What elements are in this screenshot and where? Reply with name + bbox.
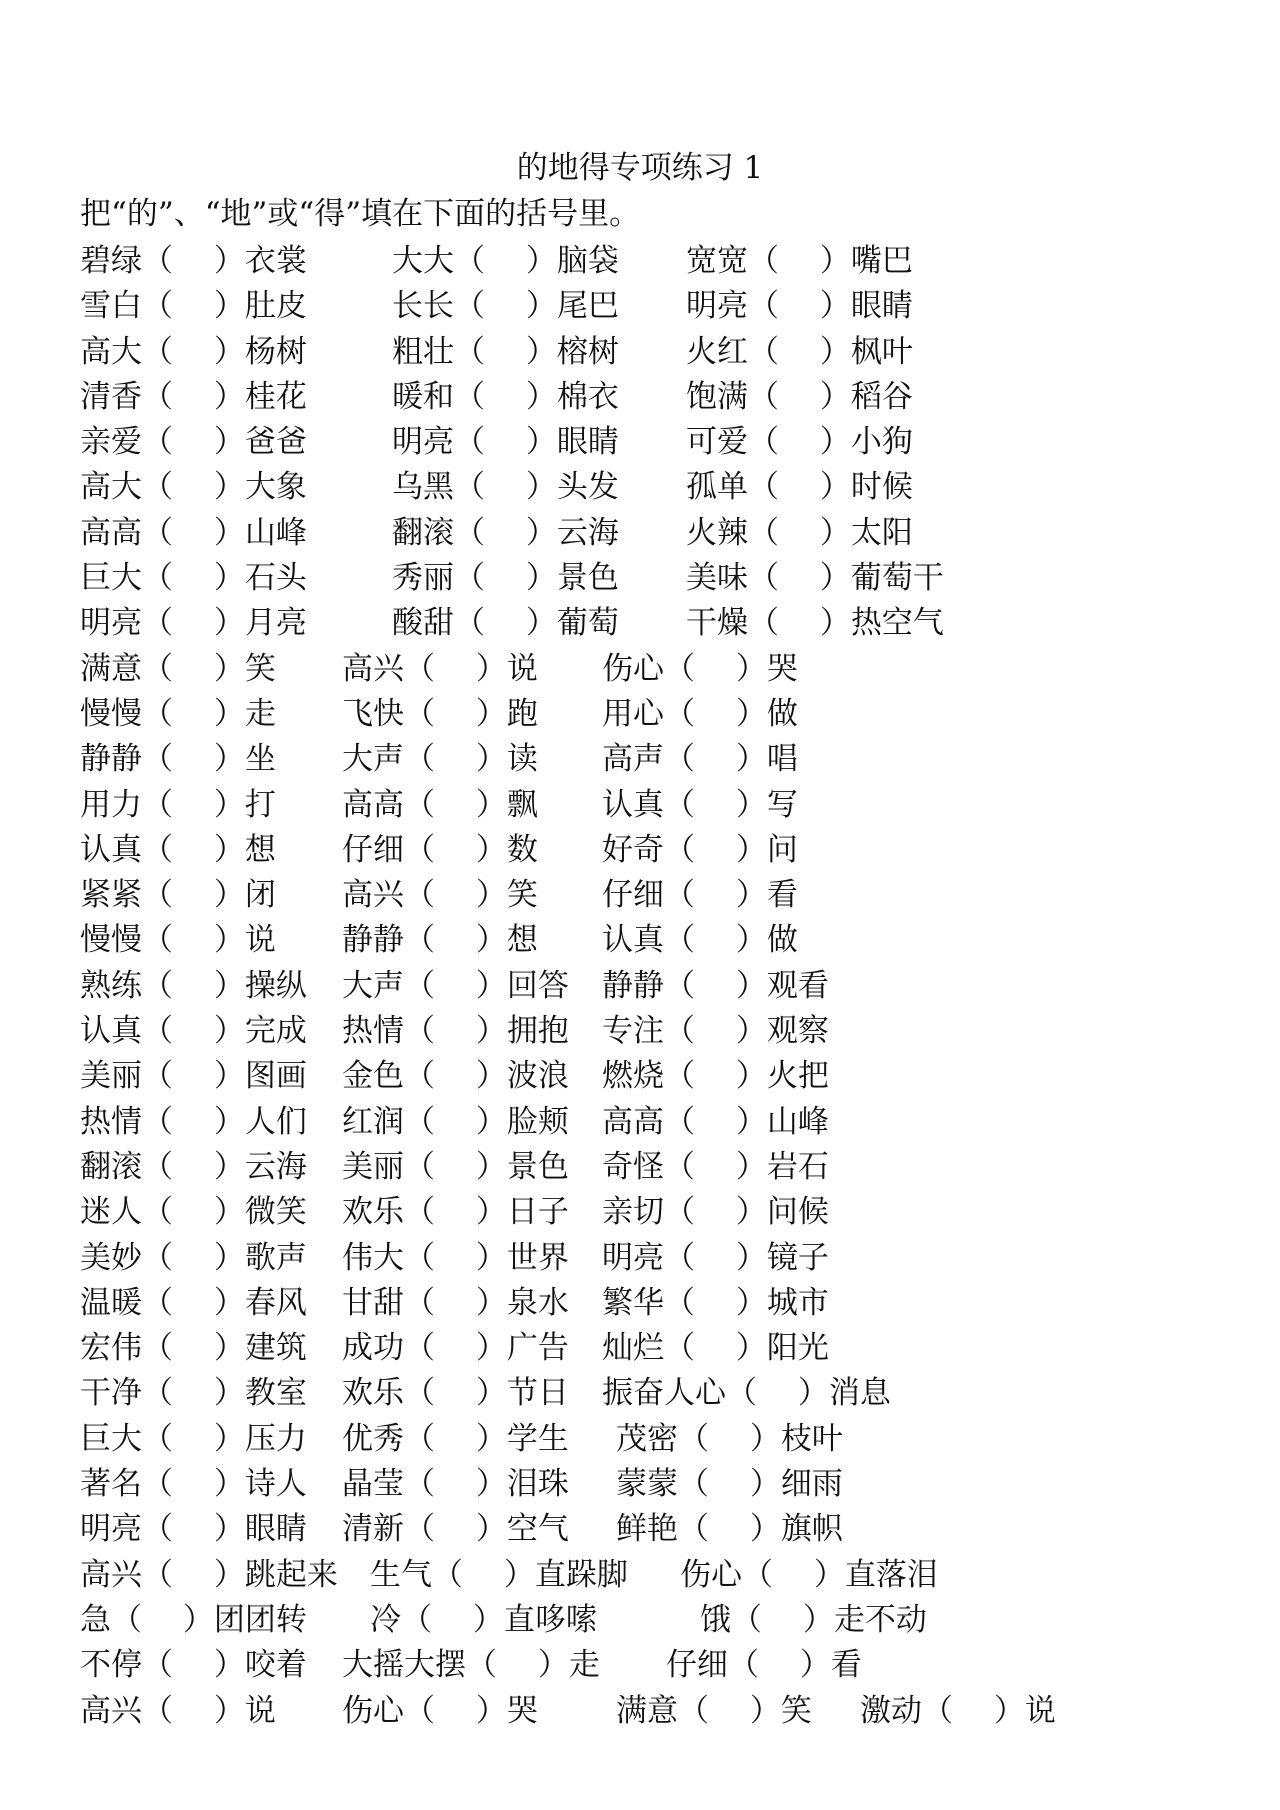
exercise-row [80, 465, 1230, 510]
exercise-item: 振奋人心（ ）消息 [602, 1375, 891, 1412]
exercise-row [80, 783, 1230, 828]
exercise-row [80, 1145, 1230, 1190]
exercise-row [80, 1507, 1230, 1552]
exercise-item: 高兴（ ）笑 [342, 877, 538, 914]
exercise-item: 酸甜（ ）葡萄 [392, 605, 619, 642]
exercise-item: 干净（ ）教室 [80, 1375, 307, 1412]
exercise-row [80, 1462, 1230, 1507]
exercise-item: 可爱（ ）小狗 [686, 424, 913, 461]
exercise-row [80, 1417, 1230, 1462]
exercise-item: 粗壮（ ）榕树 [392, 333, 619, 370]
exercise-item: 明亮（ ）眼睛 [686, 288, 913, 325]
exercise-row [80, 737, 1230, 782]
exercise-item: 明亮（ ）镜子 [602, 1239, 829, 1276]
exercise-item: 伤心（ ）哭 [342, 1692, 538, 1729]
exercise-item: 仔细（ ）数 [342, 831, 538, 868]
exercise-item: 认真（ ）完成 [80, 1013, 307, 1050]
exercise-item: 巨大（ ）石头 [80, 560, 307, 597]
exercise-row [80, 828, 1230, 873]
exercise-item: 雪白（ ）肚皮 [80, 288, 307, 325]
exercise-item: 高高（ ）飘 [342, 786, 538, 823]
exercise-row [80, 1281, 1230, 1326]
instruction-text: 把“的”、“地”或“得”填在下面的括号里。 [80, 196, 641, 232]
exercise-item: 伟大（ ）世界 [342, 1239, 569, 1276]
exercise-item: 专注（ ）观察 [602, 1013, 829, 1050]
exercise-item: 明亮（ ）月亮 [80, 605, 307, 642]
exercise-row [80, 375, 1230, 420]
exercise-item: 著名（ ）诗人 [80, 1466, 307, 1503]
exercise-item: 长长（ ）尾巴 [392, 288, 619, 325]
exercise-item: 亲爱（ ）爸爸 [80, 424, 307, 461]
exercise-item: 灿烂（ ）阳光 [602, 1330, 829, 1367]
exercise-item: 温暖（ ）春风 [80, 1284, 307, 1321]
exercise-item: 秀丽（ ）景色 [392, 560, 619, 597]
exercise-item: 急（ ）团团转 [80, 1601, 307, 1638]
exercise-item: 认真（ ）想 [80, 831, 276, 868]
exercise-item: 饱满（ ）稻谷 [686, 378, 913, 415]
exercise-item: 乌黑（ ）头发 [392, 469, 619, 506]
exercise-item: 用力（ ）打 [80, 786, 276, 823]
exercise-row [80, 1326, 1230, 1371]
exercise-row [80, 420, 1230, 465]
exercise-item: 静静（ ）坐 [80, 741, 276, 778]
exercise-item: 高兴（ ）说 [342, 650, 538, 687]
exercise-item: 大声（ ）回答 [342, 967, 569, 1004]
exercise-item: 鲜艳（ ）旗帜 [616, 1511, 843, 1548]
exercise-item: 大声（ ）读 [342, 741, 538, 778]
exercise-item: 干燥（ ）热空气 [686, 605, 944, 642]
exercise-item: 宽宽（ ）嘴巴 [686, 243, 913, 279]
exercise-item: 满意（ ）笑 [80, 650, 276, 687]
exercise-item: 蒙蒙（ ）细雨 [616, 1466, 843, 1503]
exercise-item: 火辣（ ）太阳 [686, 514, 913, 551]
exercise-row [80, 1598, 1230, 1643]
exercise-item: 高声（ ）唱 [602, 741, 798, 778]
exercise-item: 甘甜（ ）泉水 [342, 1284, 569, 1321]
exercise-row [80, 1009, 1230, 1054]
exercise-item: 欢乐（ ）节日 [342, 1375, 569, 1412]
exercise-item: 满意（ ）笑 [616, 1692, 812, 1729]
exercise-item: 认真（ ）做 [602, 922, 798, 959]
exercise-row [80, 873, 1230, 918]
exercise-item: 熟练（ ）操纵 [80, 967, 307, 1004]
exercise-row [80, 1236, 1230, 1281]
exercise-row [80, 556, 1230, 601]
exercise-item: 孤单（ ）时候 [686, 469, 913, 506]
exercise-item: 冷（ ）直哆嗦 [370, 1601, 597, 1638]
exercise-item: 繁华（ ）城市 [602, 1284, 829, 1321]
exercise-item: 翻滚（ ）云海 [80, 1148, 307, 1185]
exercise-item: 大大（ ）脑袋 [392, 243, 619, 279]
exercise-item: 清新（ ）空气 [342, 1511, 569, 1548]
exercise-item: 伤心（ ）直落泪 [680, 1556, 938, 1593]
exercise-item: 仔细（ ）看 [666, 1647, 862, 1684]
exercise-item: 生气（ ）直跺脚 [370, 1556, 628, 1593]
exercise-item: 激动（ ）说 [860, 1692, 1056, 1729]
exercise-row [80, 1100, 1230, 1145]
exercise-row [80, 1371, 1230, 1416]
page-title: 的地得专项练习 1 [516, 150, 764, 186]
exercise-item: 宏伟（ ）建筑 [80, 1330, 307, 1367]
exercise-item: 好奇（ ）问 [602, 831, 798, 868]
exercise-item: 美丽（ ）图画 [80, 1058, 307, 1095]
exercise-item: 茂密（ ）枝叶 [616, 1420, 843, 1457]
exercise-item: 明亮（ ）眼睛 [80, 1511, 307, 1548]
exercise-item: 燃烧（ ）火把 [602, 1058, 829, 1095]
exercise-item: 伤心（ ）哭 [602, 650, 798, 687]
exercise-row [80, 1190, 1230, 1235]
exercise-item: 亲切（ ）问候 [602, 1194, 829, 1231]
exercise-item: 金色（ ）波浪 [342, 1058, 569, 1095]
exercise-item: 认真（ ）写 [602, 786, 798, 823]
exercise-item: 优秀（ ）学生 [342, 1420, 569, 1457]
exercise-item: 碧绿（ ）衣裳 [80, 243, 307, 279]
exercise-item: 翻滚（ ）云海 [392, 514, 619, 551]
exercise-item: 红润（ ）脸颊 [342, 1103, 569, 1140]
exercise-item: 慢慢（ ）说 [80, 922, 276, 959]
exercise-item: 高兴（ ）说 [80, 1692, 276, 1729]
exercise-item: 高大（ ）杨树 [80, 333, 307, 370]
exercise-item: 用心（ ）做 [602, 695, 798, 732]
exercise-item: 美妙（ ）歌声 [80, 1239, 307, 1276]
exercise-row [80, 601, 1230, 646]
exercise-item: 高高（ ）山峰 [80, 514, 307, 551]
exercise-row [80, 1689, 1230, 1734]
exercise-row [80, 239, 1230, 284]
exercise-item: 明亮（ ）眼睛 [392, 424, 619, 461]
exercise-item: 不停（ ）咬着 [80, 1647, 307, 1684]
exercise-list [80, 239, 1230, 1734]
exercise-item: 高兴（ ）跳起来 [80, 1556, 338, 1593]
exercise-row [80, 1553, 1230, 1598]
exercise-row [80, 1643, 1230, 1688]
exercise-item: 清香（ ）桂花 [80, 378, 307, 415]
exercise-item: 火红（ ）枫叶 [686, 333, 913, 370]
exercise-row [80, 330, 1230, 375]
exercise-item: 成功（ ）广告 [342, 1330, 569, 1367]
exercise-item: 慢慢（ ）走 [80, 695, 276, 732]
exercise-item: 紧紧（ ）闭 [80, 877, 276, 914]
exercise-row [80, 1054, 1230, 1099]
exercise-item: 高大（ ）大象 [80, 469, 307, 506]
exercise-item: 热情（ ）人们 [80, 1103, 307, 1140]
exercise-item: 暖和（ ）棉衣 [392, 378, 619, 415]
exercise-row [80, 284, 1230, 329]
exercise-item: 静静（ ）想 [342, 922, 538, 959]
exercise-item: 静静（ ）观看 [602, 967, 829, 1004]
exercise-row [80, 511, 1230, 556]
exercise-item: 奇怪（ ）岩石 [602, 1148, 829, 1185]
exercise-item: 晶莹（ ）泪珠 [342, 1466, 569, 1503]
exercise-item: 飞快（ ）跑 [342, 695, 538, 732]
exercise-item: 欢乐（ ）日子 [342, 1194, 569, 1231]
exercise-item: 美丽（ ）景色 [342, 1148, 569, 1185]
exercise-row [80, 964, 1230, 1009]
exercise-item: 美味（ ）葡萄干 [686, 560, 944, 597]
exercise-row [80, 692, 1230, 737]
exercise-item: 巨大（ ）压力 [80, 1420, 307, 1457]
exercise-row [80, 918, 1230, 963]
exercise-item: 热情（ ）拥抱 [342, 1013, 569, 1050]
exercise-item: 饿（ ）走不动 [700, 1601, 927, 1638]
exercise-row [80, 647, 1230, 692]
exercise-item: 仔细（ ）看 [602, 877, 798, 914]
exercise-item: 大摇大摆（ ）走 [342, 1647, 600, 1684]
exercise-item: 高高（ ）山峰 [602, 1103, 829, 1140]
exercise-item: 迷人（ ）微笑 [80, 1194, 307, 1231]
